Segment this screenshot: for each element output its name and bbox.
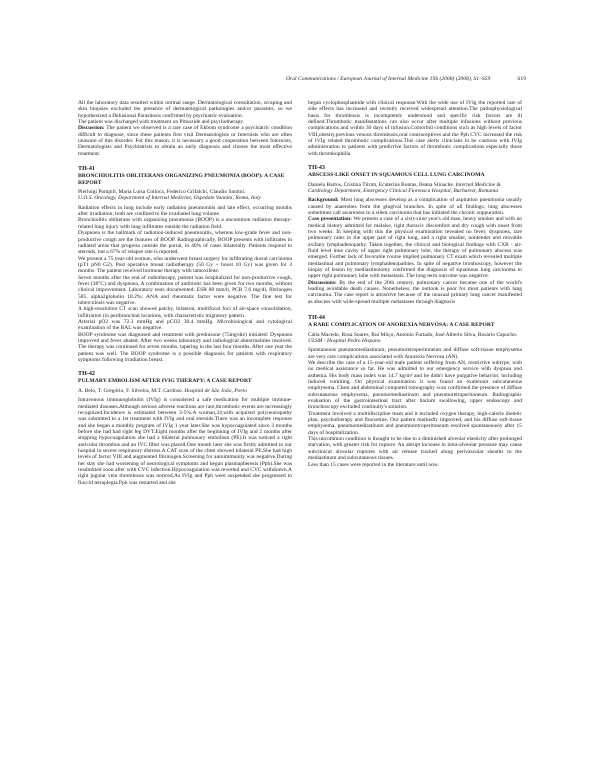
paragraph: Arterial pO2 was 72.3 mmHg and pCO2 30.4 mmHg. Microbiological and cytological examination of the BAL was negative. [78,318,292,332]
abstract-affiliation: Hospital de São João, Porto [184,387,247,394]
abstract-id: TH-44 [308,315,325,322]
abstract-authors-line [308,182,522,195]
abstract-authors-line [308,332,522,345]
paragraph: All the laboratory data resulted within normal range. Dermatological consultation, scraping and skin biopsies excluded the presence of dermatological pathologies and/or parasites, so we hypothesized a Delusional Parasitosis confirmed by psychiatric evaluation. [78,100,292,119]
paragraph [308,216,522,279]
paragraph: Spontaneous pneumomediastinum, pneumoretroperitoneum and diffuse soft-tissue emphysema are very rare complications associated with Anorexia Nervosa (AN). [308,347,522,360]
paragraph: Dyspnoea is the hallmark of radiation-induced pneumonitis, whereas low-grade fever and non-productive cough are the features of BOOP. Radiographically, BOOP presents with infiltrates in radiated areas that progress outside the portal, in 40% of cases bilaterally. Patients respond to steroids, but a 67% of relapse rate is reported. [78,230,292,256]
paragraph-text: We present a case of a sixty-nine year's old man, heavy smoker and with no medical history admitted for malaise, right thoracic discomfort and dry cough with onset from two weeks. In keeping with this the physical examination revealed no fever, dyspnoea, rare pulmonary rales in the upper part of right lung, and a right smaller, nontender and movable axillary lymphadenopathy. Taken together, the clinical and biological findings with CXR - air-fluid level inne cavity of upper right pulmonary lobe, the therapy of pulmonary abscess was emerged. Further lack of favorable course implied pulmonary CT exam which revealed multiple mediastinal and pulmonary lymphadenopathies. In spite of negative bronhoscopy, however the biopsy of lesion by mediastinotomy confirmed the diagnosis of squamous lung carcinoma to upper right pulmonary lobe with metastasis. The long term outcome was negative. [308,216,522,280]
paragraph: Seven months after the end of radiotherapy, patient was hospitalized for non-productive cough, fever (38°C) and dyspnoea. A combination of antibiotic has been given for two months, without clinical improvement. Laboratory tests documented: ESR 88 mm/h, PCR 7.6 mg/dl, fibrinogen 585, alpha2globulin 18.2%; ANA and rheumatic factor were negative. The fine test for tuberculosis was negative. [78,274,292,306]
abstract-id: TH-41 [78,166,95,173]
journal-title: Oral Communications / European Journal of Internal Medicine 19S (2008) (2008), S1–S59 [286,76,491,82]
paragraph-text: By the end of the 20th century, pulmonary cancer became one of the world's leading avoidable death causes. Nonetheless, the outlook is poor for most patients with lung carcinoma. The case report is attractive because of the unusual primary lung cancer manifested as abscess with wide-spread multiple metastases through diagnosis [308,279,522,305]
paragraph: We describe the case of a 15-year-old male patient suffering from AN, restrictive subtype, with no medical assistance so far. He was admitted to our emergency service with dyspnea and asthenia. His body mass index was 14.7 kg/m² and he didn't have purgative behavior, including induced vomiting. On physical examination it was found an exuberant subcutaneous emphysema. Chest and abdominal computed tomography scan confirmed the presence of diffuse subcutaneous emphysema, pneumomediastinum and pneumoretroperitoneum. Radiographic evaluation of the gastrointestinal tract after barium swallowing, upper endoscopy and bronchoscopy excluded continuity's solution. [308,360,522,411]
abstract-affiliation: U.O.S. Oncology, Department of Internal Medicine, Ospedale Vannini, Roma, Italy [78,195,261,202]
paragraph: Intravenous immunoglobulin (IVIg) is considered a safe medication for multiple immune-mediated diseases.Although serious adverse reactions are rare,thrombotic events are increasingly recognized.Incidence is estimated between 3-5%.A woman,34,with acquired polyneuropathy was submitted to a 1st treatment with IVIg and oral steroids.There was an incomplete response and she began a monthly program of IVIg 1 year later.She was hypocoagulated since 3 months before she had had right leg DVT.Eight months after the beginning of IVIg and 2 months after stopping hypocoagulation she had a bilateral pulmonary embolism (PE).It was noticed a right auricular thrombus and an IVC filter was placed.One month later she was firstly admitted to our hospital in severe respiratory distress.A CAT scan of the chest showed bilateral PE.She had high levels of factor VIII and augmented fibrinogen.Screening for autoimmunity was negative.During her stay she had worsening of neurological symptoms and began plasmapheresis (Pph).She was readmitted soon after with CVC infection.Hypocoagulation was reverted and CVC withdrawn.A right jugular vein thrombosis was noticed.As IVIg and Pph were suspended she progressed to flaccid tetraplegia.Pph was restarted and she [78,397,292,486]
paragraph [78,125,292,157]
paragraph: Treatment involved a multidiscipline team and it included oxygen therapy, high-calorie dietetic plan, psychotherapy and fluoxetine. Our patient markedly improved, and his diffuse soft-tissue emphysema, pneumomediastinum and pneumoretroperitoneum resolved spontaneously after 15 days of hospitalization. [308,410,522,436]
abstract-title: ABSCESS-LIKE ONSET IN SQUAMOUS CELL LUNG CARCINOMA [308,172,485,179]
paragraph: BOOP syndrome was diagnosed and treatment with prednisone (75mg/die) initiated: Dyspnoea improved and fever abated. After two weeks laboratory and radiological abnormalities resolved. The therapy was continued for seven months, tapering in the last four months. After one year the patient was well. The BOOP syndrome is a possible diagnosis for patients with respiratory symptoms following irradiation breast. [78,331,292,364]
paragraph: Bronchiolitis obliterans with organizing pneumonia (BOOP) is a uncommon radiation therapy-related lung injury with lung infiltrates outside the radiation field. [78,217,292,230]
paragraph [308,280,522,305]
abstract-authors: Pierluigi Pompili, Maria Luisa Colloca, Federico Grifalchi, Claudio Santini. [78,189,246,196]
abstract-title: PULMARY EMBOLISM AFTER IVIG THERAPY: A CASE REPORT [78,378,252,385]
paragraph: A high-resolution CT scan showed patchy, bilateral, multifocal foci of air-space consolidation, infiltration (in peribronchial locations, with characteristic migratory pattern. [78,306,292,319]
section-label: Discussion: [78,125,105,132]
paragraph: Radiation effects in lung include early radiation pneumonitis and late effect, occurring months after irradiation; both are confined to the irradiated lung volume. [78,204,292,218]
section-label: Background: [308,197,339,204]
abstract-id: TH-42 [78,371,95,378]
paragraph: We present a 75 year-old woman, who underwent breast surgery for infiltrating ductal carcinoma (pT1 pN0 G2). Post operative breast radiotherapy (50 Gy + boost 10 Gy) was given for 3 months. The patient received hormone therapy with tamoxifene. [78,255,292,275]
paragraph-text: Most lung abscesses develop as a complication of aspiration pneumonia usually caused by anaerobes from the gingival branches. In spite of all findings, lung abscesses sometimes call awareness to a silent carcinoma that has initiated the chronic suppuration. [308,197,522,216]
abstract-title: A RARE COMPLICATION OF ANOREXIA NERVOSA: A CASE REPORT [308,322,495,329]
paragraph-text: The patient we observed is a rare case of Ekbom syndrome a psychiatric condition difficult to diagnose, since these patients first visit Dermatologists or Internists who are often unaware of this disorder. For this reason, it is necessary a good cooperation between Internists, Dermatologists and Psychiatrists to obtain an early diagnosis and choose the most effective treatment. [78,125,292,157]
paragraph: The patient was discharged with treatment on Pimozide and psychotherapy. [78,119,245,126]
right-column [308,100,522,468]
paragraph: began cyclophosphamide with clinical response.With the wide use of IVIg the reported rate of side effects has increased and recently received widespread attention.The pathophysiological basis for thrombosis is incompletely understood and specific risk factors are ill defined.Thrombotic manifestations can also occur after multiple infusions without previous complications and within 30 days of infusion.Comorbid conditions such as high levels of factor VIII,obesity,previous venous thrombosis,oral contraceptives and the Pph CVC increased the risk of IVIg related thrombotic complications.This case alerts clinicians to be cautious with IVIg administration to patients with predictive factors of thrombotic complications especially those with thrombophilia [308,100,522,157]
page-number: S19 [517,76,526,82]
paragraph [308,197,522,216]
left-column [78,100,292,486]
abstract-title: BRONCHIOLITIS OBLITERANS ORGANIZING PNEUMONIA (BOOP): A CASE REPORT [78,173,285,186]
section-label: Case presentation: [308,216,352,223]
abstract-authors: Daniela Bartos, Cristina Tiirim, Ecaterina Bontas, Ileana Stinache. [308,181,455,188]
section-label: Discussions: [308,279,337,286]
abstract-id: TH-43 [308,165,325,172]
running-header [78,76,526,82]
paragraph: Less than 15 cases were reported in the literature until now. [308,461,439,468]
paragraph: This uncommon condition is thought to be due to a diminished alveolar elasticity after prolonged starvation, with greater risk for rupture. An abrupt increase in intra-alveolar pressure may cause subclinical alveolar ruptures with air release tracked along perivascular sheaths to the mediastinum and subcutaneous tissues. [308,436,522,462]
abstract-affiliation: ULSM - Hospital Pedro Hispano [308,337,381,344]
abstract-authors: A. Belo, T. Gregório, F. Silveira, M.T. Cardoso. [78,387,183,394]
abstract-affiliation: Internal Medicine & Cardiology Department, Emergency Clinical Floreasca Hospital, Bucharest, Romania [308,181,501,194]
abstract-authors: Cátia Macedo, Rosa Soares, Rui Môço, António Furtado, José Alberto Silva, Rosário Capucho. [308,331,518,338]
